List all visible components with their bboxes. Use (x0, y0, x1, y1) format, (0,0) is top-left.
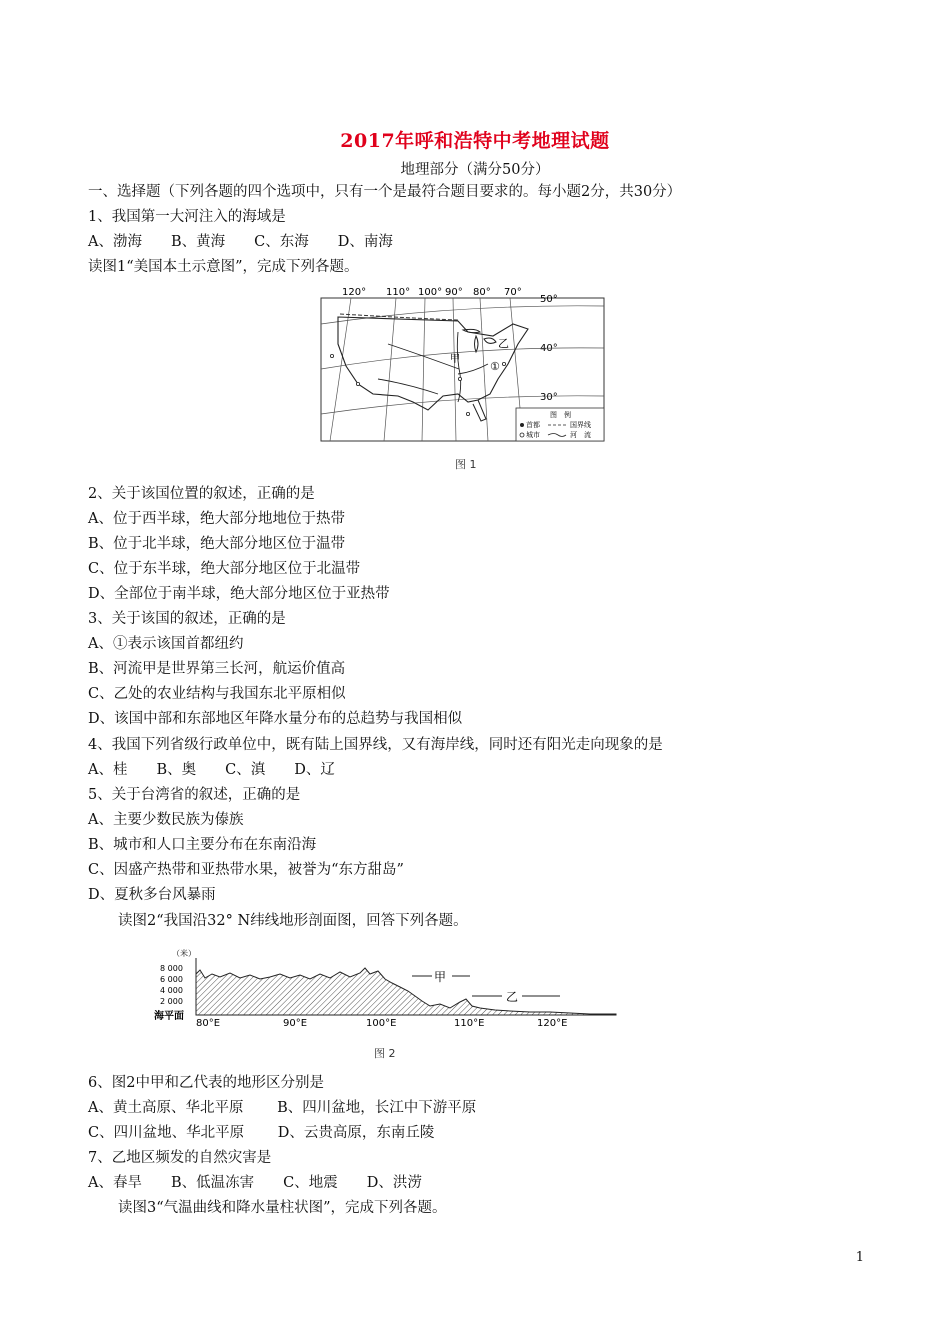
x-tick-label: 80°E (196, 1018, 221, 1029)
legend-city: 城市 (526, 431, 540, 439)
question-3-option-c: C、乙处的农业结构与我国东北平原相似 (88, 686, 346, 702)
capital-symbol-icon (520, 423, 524, 427)
question-2-option-b: B、位于北半球，绝大部分地区位于温带 (88, 536, 346, 552)
question-5-option-d: D、夏秋多台风暴雨 (88, 887, 216, 903)
y-axis-unit: （米） (172, 949, 196, 958)
lon-label: 110° (386, 287, 411, 298)
y-tick-label: 4 000 (160, 986, 183, 995)
legend-border: 国界线 (570, 421, 591, 429)
map-label-one: ① (490, 360, 500, 373)
y-tick-label: 6 000 (160, 975, 183, 984)
sea-level-label: 海平面 (154, 1011, 184, 1022)
lon-label: 70° (504, 287, 522, 298)
document-title: 2017年呼和浩特中考地理试题 (340, 130, 610, 152)
question-5-option-b: B、城市和人口主要分布在东南沿海 (88, 837, 317, 853)
y-tick-label: 2 000 (160, 997, 183, 1006)
lon-label: 100° (418, 287, 443, 298)
question-7-options: A、春旱 B、低温冻害 C、地震 D、洪涝 (88, 1175, 422, 1191)
document-subtitle: 地理部分（满分50分） (400, 162, 550, 178)
figure-2-terrain-profile (150, 944, 620, 1070)
question-2-option-d: D、全部位于南半球，绝大部分地区位于亚热带 (88, 586, 390, 602)
lon-label: 90° (445, 287, 463, 298)
legend-capital: 首都 (526, 421, 540, 429)
profile-label-jia: 甲 (434, 970, 447, 984)
lon-label: 120° (342, 287, 367, 298)
terrain-profile-drawing (150, 944, 620, 1066)
legend-river: 河 流 (570, 431, 591, 439)
map-label-jia: 甲 (450, 354, 460, 365)
question-2-stem: 2、关于该国位置的叙述，正确的是 (88, 486, 315, 502)
question-1-stem: 1、我国第一大河注入的海域是 (88, 209, 286, 225)
question-3-option-d: D、该国中部和东部地区年降水量分布的总趋势与我国相似 (88, 711, 463, 727)
question-3-option-b: B、河流甲是世界第三长河，航运价值高 (88, 661, 346, 677)
reading-instruction-2: 读图2“我国沿32° N纬线地形剖面图，回答下列各题。 (118, 913, 468, 929)
figure-2-caption: 图 2 (374, 1047, 396, 1060)
question-6-stem: 6、图2中甲和乙代表的地形区分别是 (88, 1075, 324, 1091)
question-5-stem: 5、关于台湾省的叙述，正确的是 (88, 787, 301, 803)
question-4-stem: 4、我国下列省级行政单位中，既有陆上国界线，又有海岸线，同时还有阳光走向现象的是 (88, 737, 663, 753)
terrain-profile-area (196, 968, 616, 1015)
question-6-options-cd: C、四川盆地、华北平原 D、云贵高原，东南丘陵 (88, 1125, 435, 1141)
lat-label: 40° (540, 343, 558, 354)
x-tick-label: 90°E (283, 1018, 308, 1029)
reading-instruction-3: 读图3“气温曲线和降水量柱状图”，完成下列各题。 (118, 1200, 447, 1216)
question-7-stem: 7、乙地区频发的自然灾害是 (88, 1150, 272, 1166)
question-6-options-ab: A、黄土高原、华北平原 B、四川盆地，长江中下游平原 (88, 1100, 477, 1116)
question-4-options: A、桂 B、奥 C、滇 D、辽 (88, 762, 335, 778)
page-number: 1 (855, 1250, 864, 1265)
question-5-option-a: A、主要少数民族为傣族 (88, 812, 244, 828)
lon-label: 80° (473, 287, 491, 298)
x-tick-label: 100°E (366, 1018, 397, 1029)
x-tick-label: 120°E (537, 1018, 568, 1029)
us-map-drawing (318, 284, 618, 474)
figure-1-us-map (318, 284, 618, 478)
question-5-option-c: C、因盛产热带和亚热带水果，被誉为“东方甜岛” (88, 862, 404, 878)
lat-label: 50° (540, 294, 558, 305)
y-tick-label: 8 000 (160, 964, 183, 973)
map-label-yi: 乙 (498, 337, 509, 350)
question-2-option-c: C、位于东半球，绝大部分地区位于北温带 (88, 561, 361, 577)
figure-1-caption: 图 1 (455, 458, 477, 471)
x-tick-label: 110°E (454, 1018, 485, 1029)
lat-label: 30° (540, 392, 558, 403)
legend-title: 图 例 (550, 411, 571, 419)
question-3-stem: 3、关于该国的叙述，正确的是 (88, 611, 286, 627)
question-2-option-a: A、位于西半球，绝大部分地地位于热带 (88, 511, 345, 527)
reading-instruction-1: 读图1“美国本土示意图”，完成下列各题。 (88, 259, 359, 275)
question-1-options: A、渤海 B、黄海 C、东海 D、南海 (88, 234, 393, 250)
section-heading: 一、选择题（下列各题的四个选项中，只有一个是最符合题目要求的。每小题2分，共30分） (88, 184, 682, 200)
question-3-option-a: A、①表示该国首都纽约 (88, 636, 244, 652)
profile-label-yi: 乙 (506, 990, 519, 1004)
city-symbol-icon (520, 433, 524, 437)
